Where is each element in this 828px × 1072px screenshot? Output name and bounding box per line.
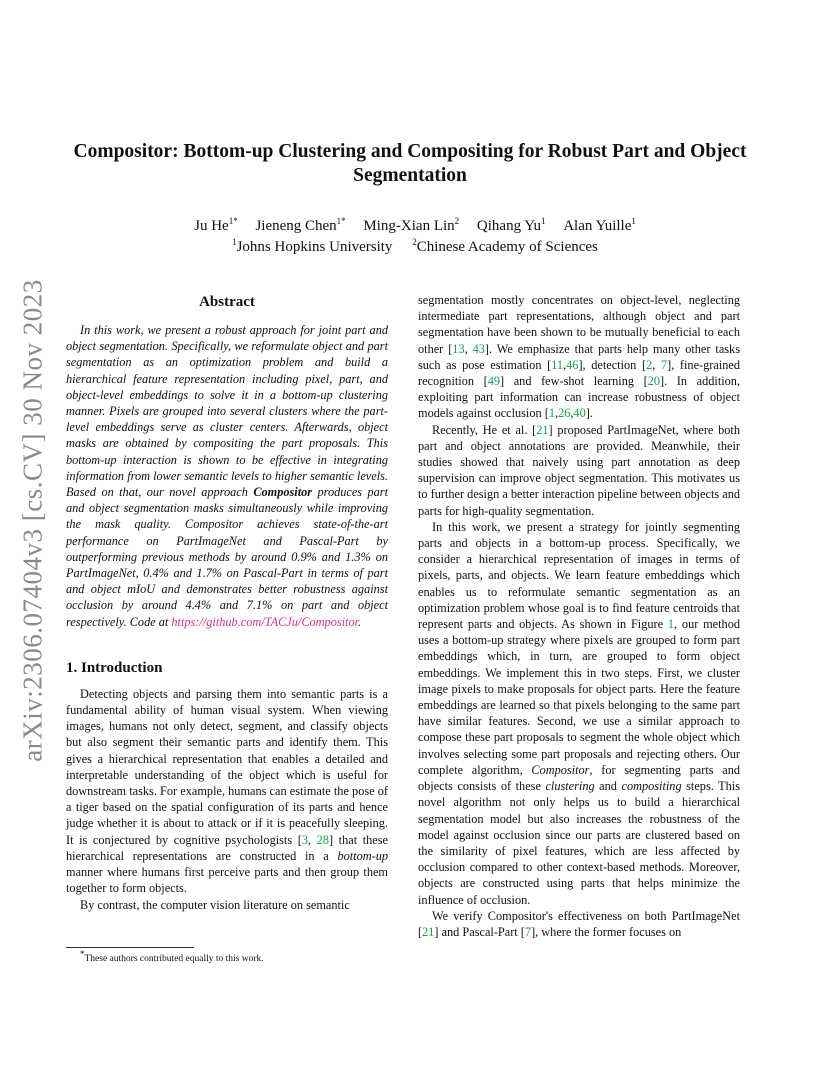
affiliation: $^1$Johns Hopkins University <box>232 237 393 255</box>
author: Ming-Xian Lin$^2$ <box>363 216 460 234</box>
citation-link[interactable]: 21 <box>536 422 549 437</box>
citation-link[interactable]: 1 <box>548 406 555 421</box>
right-column <box>418 292 740 940</box>
abstract-heading: Abstract <box>199 294 255 310</box>
abstract-text: In this work, we present a robust approach for joint part and object segmentation. Specifically, we reformulate object and part segmentation as an optimization problem and build a hierarchical feature representation including pixel, part, and object-level embeddings to solve it in a bottom-up clustering manner. Pixels are grouped into several clusters where the part-level embeddings serve as cluster centers. Afterwards, object masks are obtained by compositing the part proposals. This bottom-up interaction is shown to be effective in integrating information from lower semantic levels to higher semantic levels. Based on that, our novel approach Compositor produces part and object segmentation masks simultaneously while improving the mask quality. Compositor achieves state-of-the-art performance on PartImageNet and Pascal-Part by outperforming previous methods by around 0.9% and 1.3% on PartImageNet, 0.4% and 1.7% on Pascal-Part in terms of part and object mIoU and demonstrates better robustness against occlusion by around 4.4% and 7.1% on part and object respectively. Code at https://github.com/TACJu/Compositor. <box>66 323 388 629</box>
right-paragraph-1: segmentation mostly concentrates on object-level, neglecting intermediate part representations, although object and part segmentation have been shown to be mutually beneficial to each other [13, 43]. We emphasize that parts help many other tasks such as pose estimation [11,46], detection [2, 7], fine-grained recognition [49] and few-shot learning [20]. In addition, exploiting part information can increase robustness of object models against occlusion [1,26,40]. <box>418 293 741 421</box>
right-paragraph-2: Recently, He et al. [21] proposed PartImageNet, where both part and object annotations are provided. Meanwhile, their studies showed that naively using part annotation as deep supervision can improve object segmentation. This motivates us to further design a better interaction pipeline between objects and parts for high-quality segmentation. <box>418 422 740 518</box>
left-column <box>66 292 388 913</box>
right-paragraph-4: We verify Compositor's effectiveness on both PartImageNet [21] and Pascal-Part [7], where the former focuses on <box>418 908 740 939</box>
citation-link[interactable]: 7 <box>660 357 668 372</box>
citation-link[interactable]: 2 <box>646 357 653 372</box>
citation-link[interactable]: 43 <box>472 341 485 356</box>
citation-link[interactable]: 49 <box>487 374 501 389</box>
paper-title: Compositor: Bottom-up Clustering and Compositing for Robust Part and Object Segmentation <box>73 141 747 186</box>
figure-link[interactable]: 1 <box>667 617 675 632</box>
citation-link[interactable]: 26 <box>558 406 571 421</box>
citation-link[interactable]: 40 <box>573 406 586 421</box>
footnote: *These authors contributed equally to this work. <box>80 948 264 964</box>
affiliation-list <box>100 238 730 257</box>
citation-link[interactable]: 28 <box>316 832 329 847</box>
citation-link[interactable]: 20 <box>647 374 661 389</box>
arxiv-stamp <box>13 280 53 760</box>
arxiv-id: arXiv:2306.07404v3 [cs.CV] 30 Nov 2023 <box>17 278 48 762</box>
intro-paragraph-2: By contrast, the computer vision literature on semantic <box>80 897 350 912</box>
author: Qihang Yu$^1$ <box>476 216 546 234</box>
citation-link[interactable]: 7 <box>524 924 532 939</box>
citation-link[interactable]: 3 <box>301 832 308 847</box>
author: Ju $He^{1*}$ <box>194 216 238 234</box>
author-list <box>100 217 730 236</box>
citation-link[interactable]: 11 <box>551 357 564 372</box>
intro-heading: 1. Introduction <box>66 659 163 676</box>
citation-link[interactable]: 13 <box>452 341 465 356</box>
author: Jieneng Chen$^{1*}$ <box>255 216 346 234</box>
author: Alan Yuille$^1$ <box>563 216 636 234</box>
right-paragraph-3: In this work, we present a strategy for jointly segmenting parts and objects in a bottom-up process. Specifically, we consider a hierarchical representation of images in terms of pixels, parts, and objects. We learn feature embeddings which enables us to reformulate semantic segmentation as an optimization problem whose goal is to find feature centroids that represent parts and objects. As shown in Figure 1, our method uses a bottom-up strategy where pixels are grouped to form part embeddings which, in turn, are grouped to form object embeddings. We implement this in two steps. First, we cluster image pixels to make proposals for object parts. Here the feature embeddings are learned so that pixels belonging to the same part have similar features. Second, we use a similar approach to compose these part proposals to segment the whole object which involves selecting some part proposals and rejecting others. Our complete algorithm, Compositor, for segmenting parts and objects consists of these clustering and compositing steps. This novel algorithm not only helps us to build a hierarchical segmentation model but also increases the robustness of the model against occlusion since our parts are clustered based on the similarity of pixel features, which are less affected by occlusion compared to other context-based methods. Moreover, objects are constructed using parts that helps minimize the influence of occlusion. <box>418 519 741 907</box>
citation-link[interactable]: 21 <box>422 924 435 939</box>
intro-paragraph-1: Detecting objects and parsing them into semantic parts is a fundamental ability of human visual system. When viewing images, humans not only detect, segment, and classify objects but also segment their semantic parts and identify them. This gives a hierarchical representation that enables a detailed and interpretable understanding of the object which is useful for downstream tasks. For example, humans can estimate the pose of a tiger based on the spatial configuration of its parts and hence judge whether it is about to attack or if it is peacefully sleeping. It is conjectured by cognitive psychologists [3, 28] that these hierarchical representations are constructed in a bottom-up manner where humans first perceive parts and then group them together to form objects. <box>66 686 388 896</box>
citation-link[interactable]: 46 <box>566 357 579 372</box>
affiliation: $^2$Chinese Academy of Sciences <box>412 237 598 255</box>
code-link[interactable]: https://github.com/TACJu/Compositor <box>171 614 359 629</box>
footnote-divider <box>66 947 194 948</box>
